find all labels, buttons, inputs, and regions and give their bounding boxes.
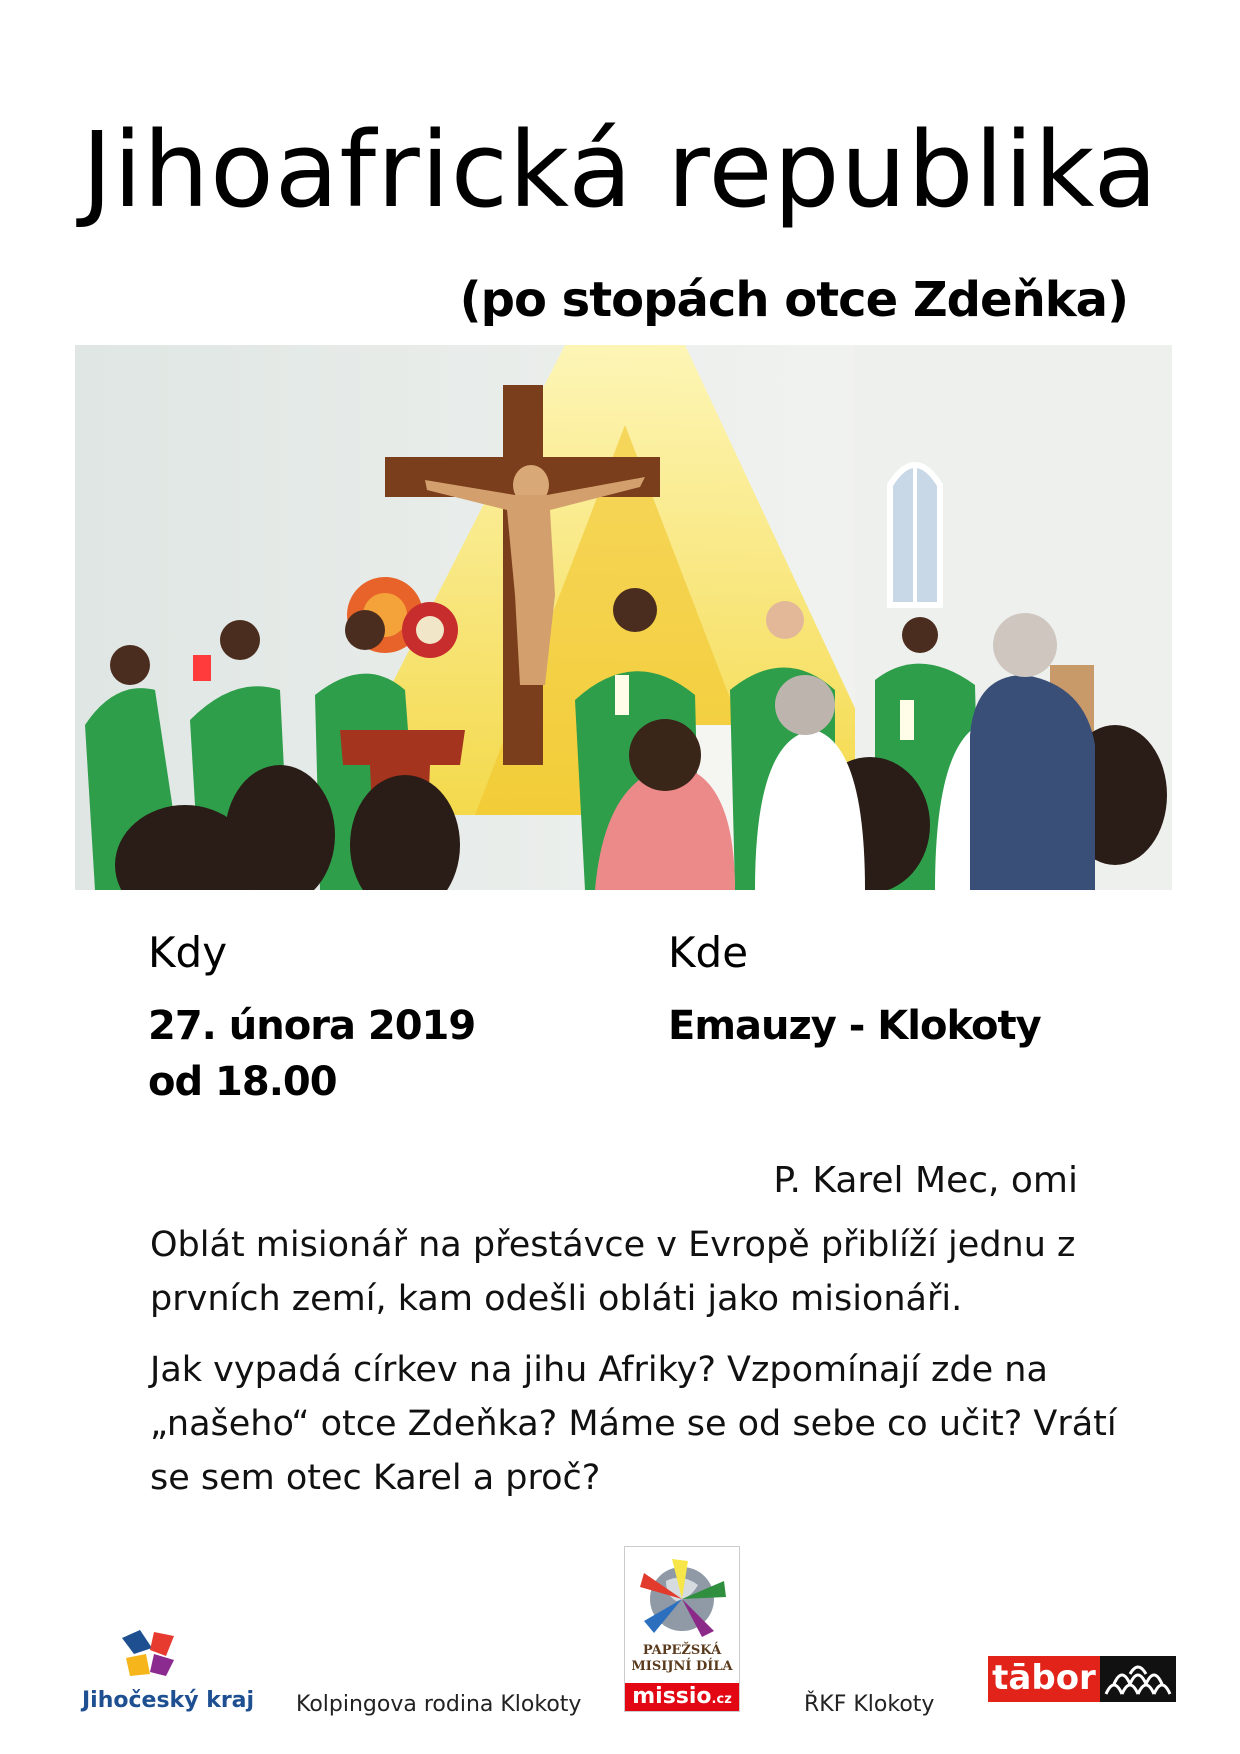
rkf-label: ŘKF Klokoty (804, 1692, 935, 1717)
event-date: 27. února 2019 (148, 1003, 476, 1049)
tabor-label: tābor (988, 1656, 1100, 1702)
kolping-label: Kolpingova rodina Klokoty (296, 1692, 582, 1717)
church-mass-photo (75, 345, 1172, 890)
kraj-label: Jihočeský kraj (82, 1688, 255, 1713)
event-time: od 18.00 (148, 1059, 337, 1105)
missio-globe-icon (626, 1551, 738, 1641)
when-heading: Kdy (148, 928, 228, 977)
missio-logo (624, 1546, 740, 1712)
page-title: Jihoafrická republika (81, 109, 1159, 231)
tabor-mark (1100, 1656, 1176, 1702)
event-place: Emauzy - Klokoty (668, 1003, 1041, 1049)
missio-brand: missio (632, 1684, 712, 1709)
missio-brand-bar (625, 1683, 739, 1711)
description-paragraph-2: Jak vypadá církev na jihu Afriky? Vzpomínají zde na „našeho“ otce Zdeňka? Máme se od sebe co učit? Vrátí se sem otec Karel a proč? (150, 1350, 1117, 1498)
description-paragraph-1: Oblát misionář na přestávce v Evropě přiblíží jednu z prvních zemí, kam odešli obláti jako misionáři. (150, 1225, 1076, 1319)
where-heading: Kde (668, 928, 749, 977)
speaker-name: P. Karel Mec, omi (773, 1160, 1078, 1201)
tabor-logo (988, 1656, 1176, 1702)
missio-line1: PAPEŽSKÁ (642, 1643, 722, 1658)
missio-line2: MISIJNÍ DÍLA (631, 1659, 733, 1674)
tabor-arches-icon (1100, 1656, 1176, 1702)
missio-suffix: .cz (711, 1692, 732, 1707)
kraj-emblem-icon (110, 1628, 240, 1678)
page-subtitle: (po stopách otce Zdeňka) (459, 272, 1128, 328)
jihocesky-kraj-logo (82, 1628, 255, 1718)
